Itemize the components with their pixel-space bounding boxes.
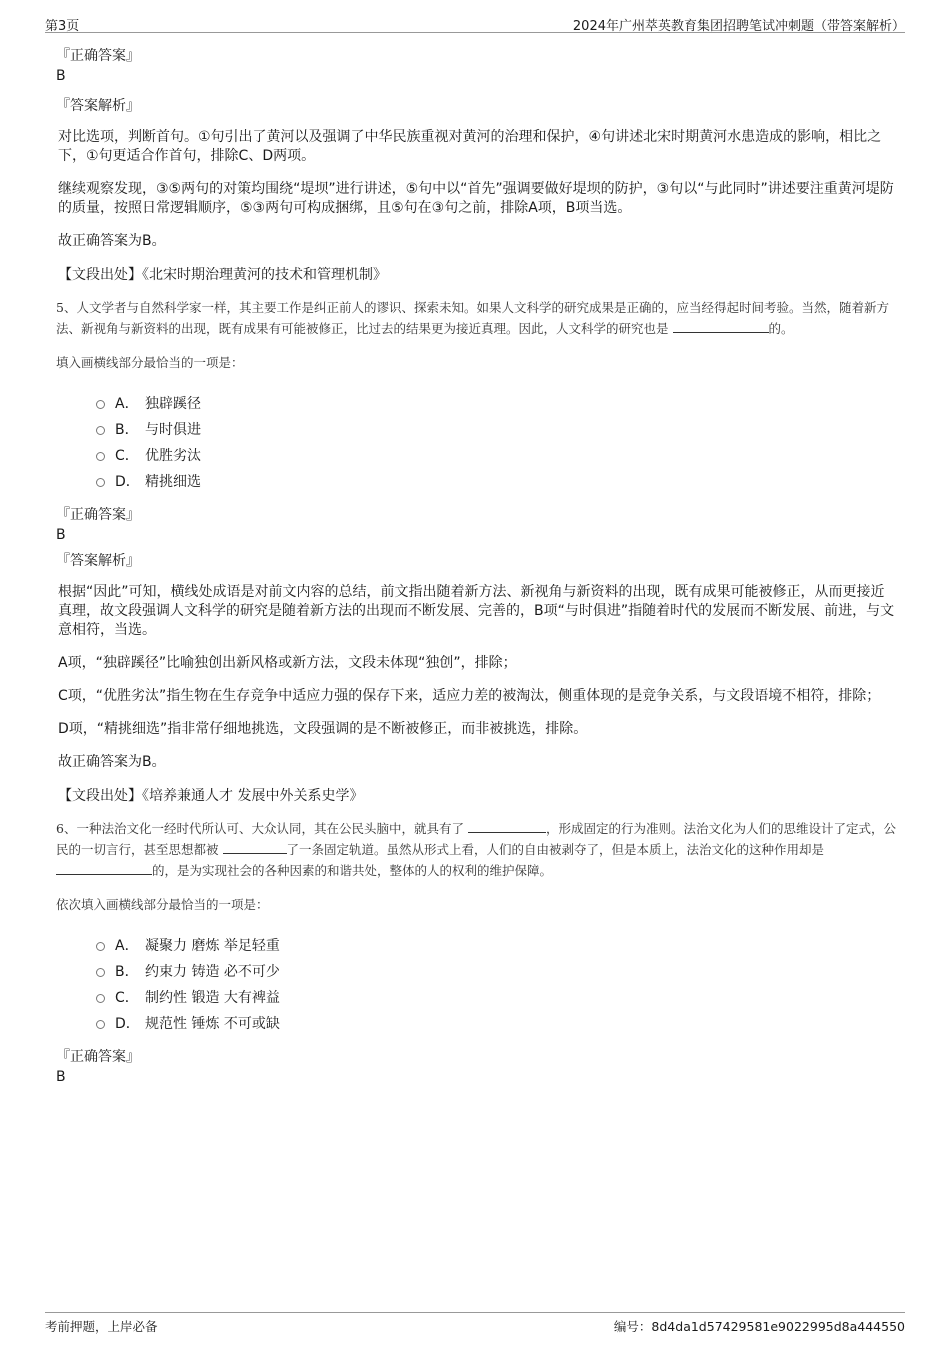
option-d[interactable]: D． 规范性 锤炼 不可或缺 bbox=[96, 1011, 896, 1037]
radio-icon[interactable] bbox=[96, 452, 105, 461]
stem-text: 5、人文学者与自然科学家一样，其主要工作是纠正前人的谬识、探索未知。如果人文科学的研究成果是正确的，应当经得起时间考验。当然，随着新方法、新视角与新资料的出现，既有成果有可能被修正，比过去的结果更为接近真理。因此，人文科学的研究也是 bbox=[56, 300, 889, 336]
answer-label: 『正确答案』 bbox=[56, 1049, 140, 1065]
explanation-label: 『答案解析』 bbox=[56, 98, 140, 114]
radio-icon[interactable] bbox=[96, 400, 105, 409]
option-a[interactable]: A． 凝聚力 磨炼 举足轻重 bbox=[96, 933, 896, 959]
option-list bbox=[56, 391, 896, 495]
answer-value: B bbox=[56, 1069, 66, 1085]
footer-slogan: 考前押题，上岸必备 bbox=[45, 1319, 158, 1334]
stem-text: ，形成固定的行为准则。法治文化为人们的思维设计了定式，公民的一切言行，甚至思想都被 bbox=[56, 821, 896, 857]
explanation-paragraph: C项，“优胜劣汰”指生物在生存竞争中适应力强的保存下来，适应力差的被淘汰，侧重体现的是竞争关系，与文段语境不相符，排除； bbox=[58, 688, 881, 704]
fill-blank bbox=[673, 318, 769, 333]
explanation-paragraph: 故正确答案为B。 bbox=[58, 233, 166, 249]
page-footer bbox=[45, 1312, 905, 1334]
radio-icon[interactable] bbox=[96, 1020, 105, 1029]
page-content bbox=[56, 46, 896, 1097]
option-list bbox=[56, 933, 896, 1037]
passage-source: 【文段出处】《北宋时期治理黄河的技术和管理机制》 bbox=[58, 267, 387, 283]
document-code: 编号：8d4da1d57429581e9022995d8a444550 bbox=[613, 1319, 905, 1334]
answer-label: 『正确答案』 bbox=[56, 507, 140, 523]
radio-icon[interactable] bbox=[96, 426, 105, 435]
option-b[interactable]: B． 约束力 铸造 必不可少 bbox=[96, 959, 896, 985]
question-stem bbox=[56, 818, 896, 881]
radio-icon[interactable] bbox=[96, 994, 105, 1003]
option-d[interactable]: D． 精挑细选 bbox=[96, 469, 896, 495]
explanation-paragraph: A项，“独辟蹊径”比喻独创出新风格或新方法，文段未体现“独创”，排除； bbox=[58, 655, 517, 671]
question-4-solution bbox=[56, 46, 896, 285]
fill-blank bbox=[468, 818, 546, 833]
radio-icon[interactable] bbox=[96, 478, 105, 487]
option-c[interactable]: C． 优胜劣汰 bbox=[96, 443, 896, 469]
question-instruction: 填入画横线部分最恰当的一项是： bbox=[56, 355, 244, 370]
explanation-paragraph: 对比选项，判断首句。①句引出了黄河以及强调了中华民族重视对黄河的治理和保护，④句讲述北宋时期黄河水患造成的影响，相比之下，①句更适合作首句，排除C、D两项。 bbox=[58, 129, 882, 164]
explanation-paragraph: 继续观察发现，③⑤两句的对策均围绕“堤坝”进行讲述，⑤句中以“首先”强调要做好堤坝的防护，③句以“与此同时”讲述要注重黄河堤防的质量，按照日常逻辑顺序，⑤③两句可构成捆绑，且⑤句在③句之前，排除A项，B项当选。 bbox=[58, 181, 894, 216]
page-number: 第3页 bbox=[45, 19, 80, 34]
stem-text: 了一条固定轨道。虽然从形式上看，人们的自由被剥夺了，但是本质上，法治文化的这种作用却是 bbox=[286, 842, 825, 857]
explanation-paragraph: D项，“精挑细选”指非常仔细地挑选，文段强调的是不断被修正，而非被挑选，排除。 bbox=[58, 721, 588, 737]
fill-blank bbox=[223, 839, 287, 854]
radio-icon[interactable] bbox=[96, 968, 105, 977]
fill-blank bbox=[56, 860, 152, 875]
option-c[interactable]: C． 制约性 锻造 大有裨益 bbox=[96, 985, 896, 1011]
answer-value: B bbox=[56, 68, 66, 84]
question-instruction: 依次填入画横线部分最恰当的一项是： bbox=[56, 897, 269, 912]
option-b[interactable]: B． 与时俱进 bbox=[96, 417, 896, 443]
answer-value: B bbox=[56, 527, 66, 543]
document-title: 2024年广州萃英教育集团招聘笔试冲刺题（带答案解析） bbox=[572, 19, 905, 34]
answer-label: 『正确答案』 bbox=[56, 48, 140, 64]
question-5 bbox=[56, 297, 896, 806]
option-a[interactable]: A． 独辟蹊径 bbox=[96, 391, 896, 417]
stem-text: 的。 bbox=[768, 321, 794, 336]
question-stem bbox=[56, 297, 896, 339]
radio-icon[interactable] bbox=[96, 942, 105, 951]
stem-text: 的，是为实现社会的各种因素的和谐共处，整体的人的权利的维护保障。 bbox=[152, 863, 553, 878]
page-header bbox=[45, 14, 905, 33]
explanation-paragraph: 根据“因此”可知，横线处成语是对前文内容的总结，前文指出随着新方法、新视角与新资料的出现，既有成果可能被修正，从而更接近真理，故文段强调人文科学的研究是随着新方法的出现而不断发展、完善的，B项“与时俱进”指随着时代的发展而不断发展、前进，与文意相符，当选。 bbox=[58, 584, 895, 638]
explanation-paragraph: 故正确答案为B。 bbox=[58, 754, 166, 770]
explanation-label: 『答案解析』 bbox=[56, 553, 140, 569]
question-6 bbox=[56, 818, 896, 1087]
stem-text: 6、一种法治文化一经时代所认可、大众认同，其在公民头脑中，就具有了 bbox=[56, 821, 464, 836]
passage-source: 【文段出处】《培养兼通人才 发展中外关系史学》 bbox=[58, 788, 364, 804]
